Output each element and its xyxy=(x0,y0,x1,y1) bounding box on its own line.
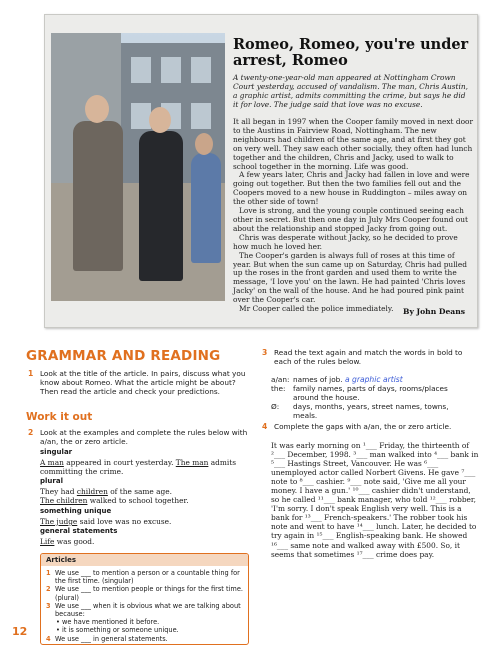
rule-key: Ø: xyxy=(271,402,280,411)
example-text: admits committing the crime. xyxy=(40,458,236,476)
rule-text: family names, parts of days, rooms/places around the house. xyxy=(293,384,448,402)
work-it-out-heading: Work it out xyxy=(26,411,93,423)
gap-fill-text: It was early morning on ¹___ Friday, the thirteenth of ²___ December, 1998. ³___ man walked into ⁴___ bank in ⁵___ Hastings Street, Vancouver. He was ⁶___ unemployed actor called Norbert Givens. He gave ⁷___ note to ⁸___ cashier. ⁹___ note said, 'Give me all your money. I have a gun.' ¹⁰___ cashier didn't understand, so he called ¹¹___ bank manager, who told ¹²___ robber, 'I'm sorry. I don't speak English very well. This is a bank for ¹³___ French-speakers.' The robber took his note and went to have ¹⁴___ lunch. Later, he decided to try again in ¹⁵___ English-speaking bank. He showed ¹⁶___ same note and walked away with £500. So, it seems that sometimes ¹⁷___ crime does pay. xyxy=(271,441,479,559)
example-underlined: The judge xyxy=(40,517,78,526)
example-plural xyxy=(40,477,240,505)
example-label: plural xyxy=(40,477,63,485)
exercise-3-text: Read the text again and match the words in bold to each of the rules below. xyxy=(274,348,463,366)
example-text: They had xyxy=(40,487,77,496)
exercise-1-text: Look at the title of the article. In pairs, discuss what you know about Romeo. What the article might be about? Then read the article and check your predictions. xyxy=(40,369,246,396)
exercise-number: 4 xyxy=(262,422,268,431)
article-standfirst: A twenty-one-year-old man appeared at Nottingham Crown Court yesterday, accused of vandalism. The man, Chris Austin, a graphic artist, admits committing the crime, but says he did it for love. The judge said that love was no excuse. xyxy=(233,73,468,109)
article-paragraph: Chris was desperate without Jacky, so he decided to prove how much he loved her. xyxy=(233,232,458,251)
example-underlined: The man xyxy=(175,458,209,467)
example-underlined: children xyxy=(76,487,108,496)
rule-number: 4 xyxy=(46,634,51,643)
rule-number: 3 xyxy=(46,601,51,610)
exercise-number: 1 xyxy=(28,369,34,378)
article-title: Romeo, Romeo, you're under arrest, Romeo xyxy=(233,36,469,69)
rule-key: a/an: xyxy=(271,375,290,384)
handwritten-answer: a graphic artist xyxy=(344,375,403,384)
rule-text: days, months, years, street names, towns, meals. xyxy=(293,402,449,420)
example-label: something unique xyxy=(40,507,112,515)
exercise-4-text: Complete the gaps with a/an, the or zero article. xyxy=(274,422,452,431)
example-text: was good. xyxy=(54,537,95,546)
rule-text: We use ___ when it is obvious what we are talking about because: xyxy=(55,601,241,619)
example-general xyxy=(40,527,240,546)
rule-key: the: xyxy=(271,384,286,393)
example-label: general statements xyxy=(40,527,118,535)
example-underlined: The children xyxy=(40,496,88,505)
example-something-unique xyxy=(40,507,240,526)
article-paragraph: The Cooper's garden is always full of roses at this time of year. But when the sun came up on Saturday, Chris had pulled up the roses in the front garden and used them to write the message, 'I love you' on the lawn. He had painted 'Chris loves Jacky' on the wall of the house. And he had poured pink paint over the Cooper's car. xyxy=(233,250,468,305)
rule-bullet xyxy=(46,618,243,626)
article-paragraph: Love is strong, and the young couple continued seeing each other in secret. But then one day in July Mrs Cooper found out about the relationship and stopped Jacky from going out. xyxy=(233,206,468,233)
example-singular xyxy=(40,448,240,476)
rule-row-zero xyxy=(271,402,471,420)
exercise-number: 3 xyxy=(262,348,268,357)
rule-text: names of job. xyxy=(293,375,343,384)
match-rules-table xyxy=(271,375,471,420)
newspaper-clipping xyxy=(44,14,478,328)
rule-text: We use ___ in general statements. xyxy=(55,634,168,643)
rule-item xyxy=(46,635,243,643)
rule-number: 2 xyxy=(46,585,51,594)
article-body xyxy=(233,118,473,314)
article-paragraph: Mr Cooper called the police immediately. xyxy=(239,304,394,314)
page-number: 12 xyxy=(12,625,28,638)
example-underlined: Life xyxy=(40,537,55,546)
rule-text: it is something or someone unique. xyxy=(62,626,179,635)
rule-item xyxy=(46,569,243,585)
rule-row-the xyxy=(271,384,471,402)
rule-text: we have mentioned it before. xyxy=(62,618,160,627)
article-paragraph: It all began in 1997 when the Cooper family moved in next door to the Austins in Fairview Road, Nottingham. The new neighbours had children of the same age, and at first they got on very well. They saw each other socially, they often had lunch together and the children, Chris and Jacky, used to walk to school together in the morning. Life was good. xyxy=(233,117,474,171)
rule-row-a-an xyxy=(271,375,471,384)
rule-number: 1 xyxy=(46,569,51,577)
rule-text: We use ___ to mention a person or a countable thing for the first time. (singular) xyxy=(55,569,240,586)
example-text: appeared in court yesterday. xyxy=(63,458,176,467)
rule-text: We use ___ to mention people or things for the first time. (plural) xyxy=(55,585,243,602)
example-text: of the same age. xyxy=(107,487,173,496)
exercise-2-text: Look at the examples and complete the rules below with a/an, the or zero article. xyxy=(40,428,248,446)
rule-bullet xyxy=(46,626,243,634)
articles-rules-box xyxy=(40,553,249,645)
section-title: GRAMMAR AND READING xyxy=(26,348,221,364)
article-paragraph: A few years later, Chris and Jacky had fallen in love and were going out together. But then the two families fell out and the Coopers moved to a new house in Ruddington – miles away on the other side of town! xyxy=(233,170,470,207)
rule-item xyxy=(46,602,243,618)
rule-item xyxy=(46,585,243,601)
article-photo xyxy=(51,33,225,301)
article-byline: By John Deans xyxy=(403,307,465,316)
example-label: singular xyxy=(40,448,73,456)
exercise-number: 2 xyxy=(28,428,34,437)
rules-box-title: Articles xyxy=(41,554,248,566)
example-text: walked to school together. xyxy=(87,496,189,505)
example-text: said love was no excuse. xyxy=(77,517,172,526)
example-underlined: A man xyxy=(40,458,64,467)
